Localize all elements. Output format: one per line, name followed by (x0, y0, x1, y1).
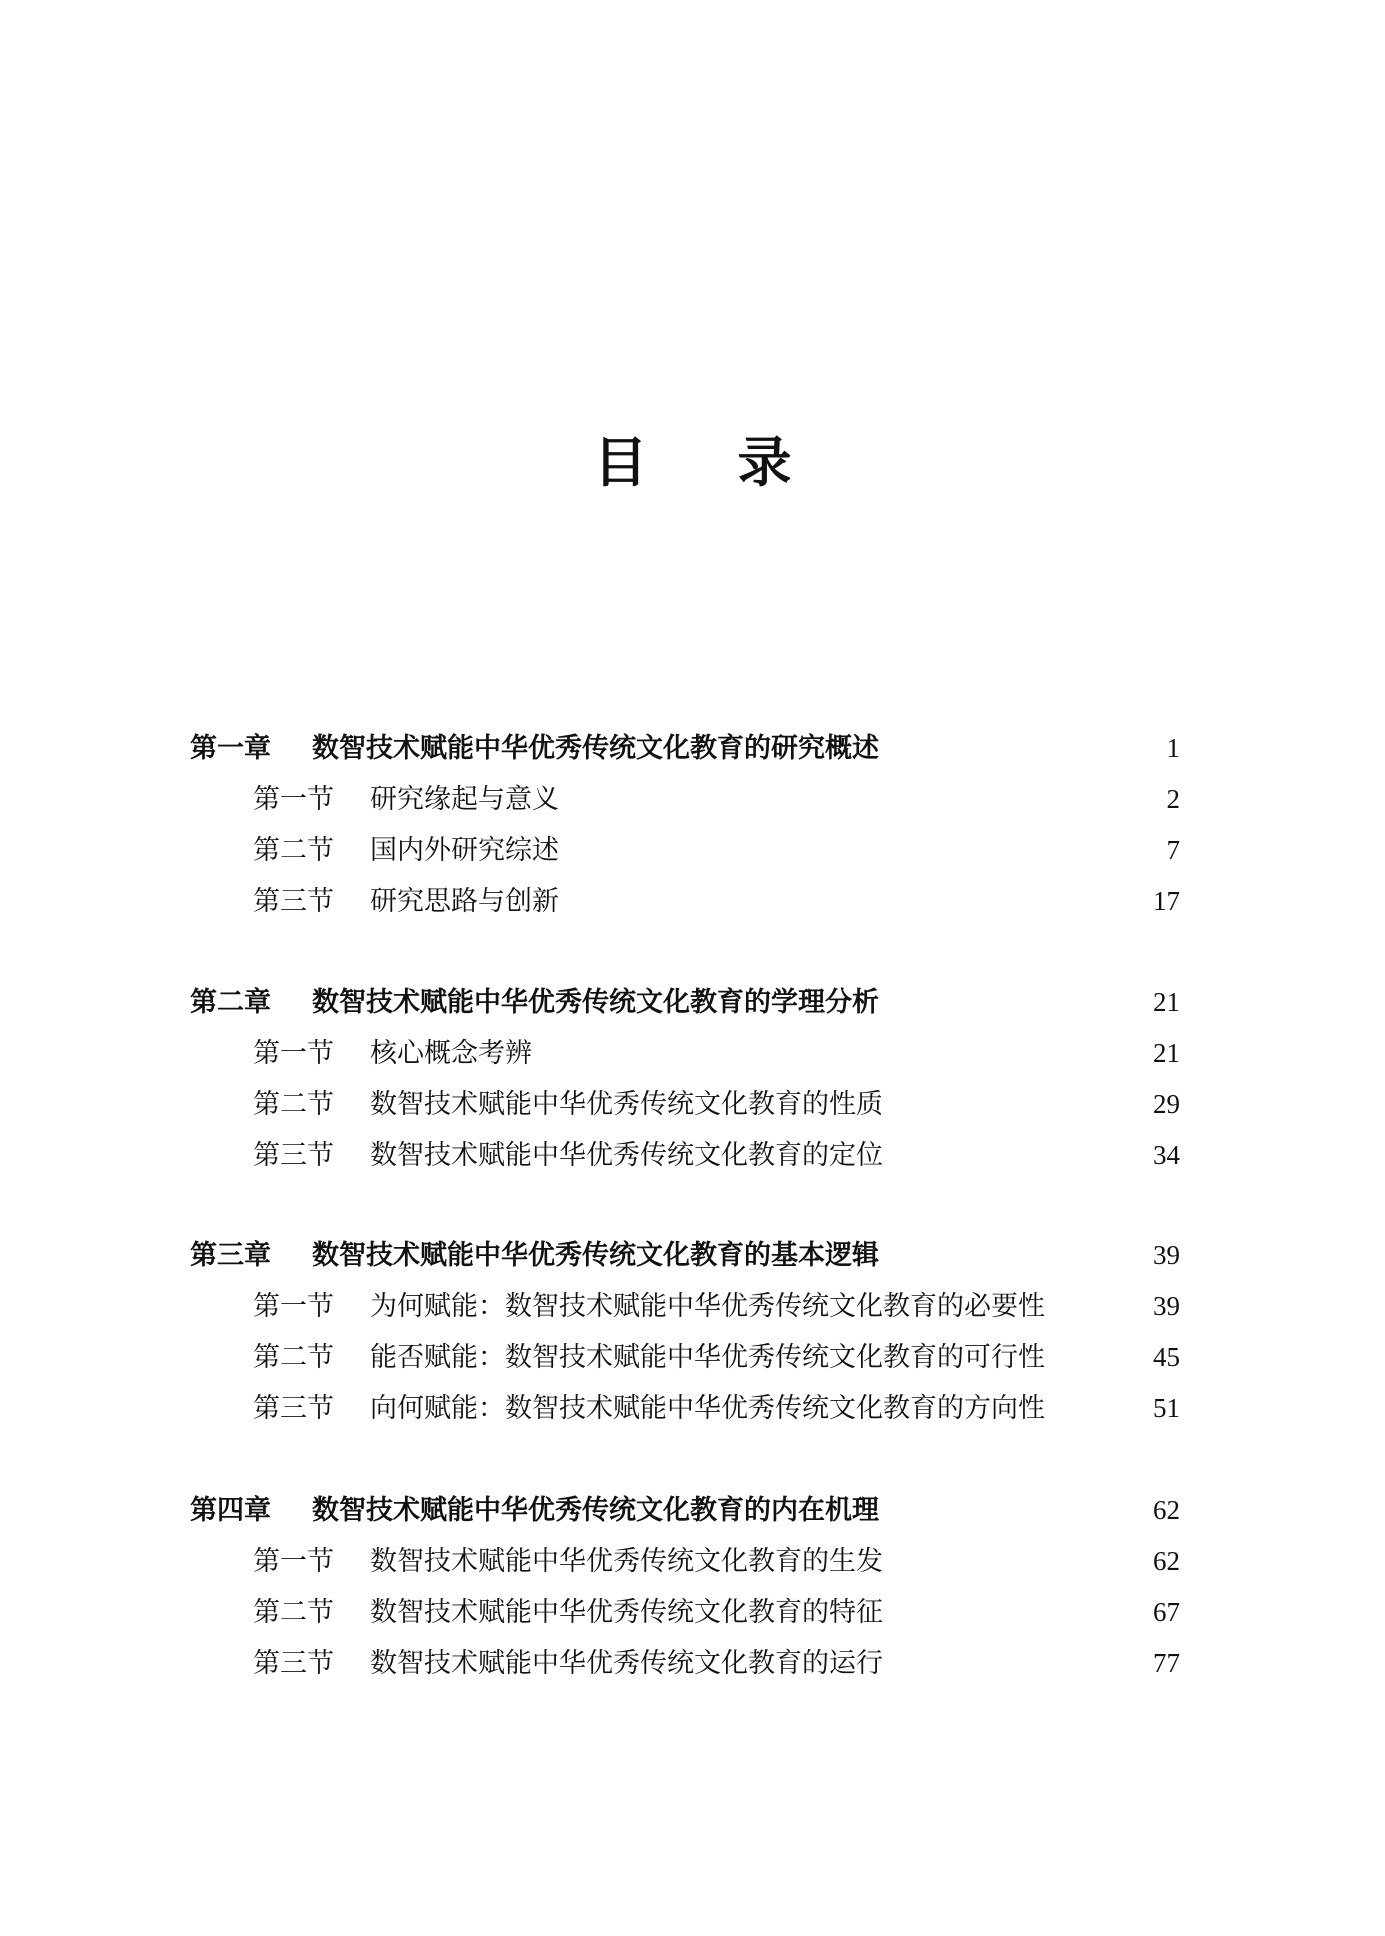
page-title (0, 420, 1385, 497)
entry-page-number: 29 (1153, 1089, 1180, 1119)
entry-page-number: 39 (1153, 1240, 1180, 1270)
entry-title: 数智技术赋能中华优秀传统文化教育的定位 (370, 1140, 883, 1171)
entry-label: 第三节 (253, 886, 334, 917)
entry-title: 研究思路与创新 (370, 886, 559, 917)
entry-label: 第一节 (253, 1291, 334, 1322)
entry-page-number: 51 (1153, 1393, 1180, 1423)
toc-section-entry[interactable] (190, 1281, 1180, 1332)
entry-title: 国内外研究综述 (370, 835, 559, 866)
entry-title: 数智技术赋能中华优秀传统文化教育的内在机理 (312, 1495, 879, 1526)
entry-title: 数智技术赋能中华优秀传统文化教育的特征 (370, 1597, 883, 1628)
toc-chapter-entry[interactable] (190, 723, 1180, 774)
entry-label: 第二章 (190, 987, 271, 1018)
entry-label: 第一节 (253, 1038, 334, 1069)
toc-section-entry[interactable] (190, 1383, 1180, 1434)
entry-page-number: 62 (1153, 1495, 1180, 1525)
entry-title: 向何赋能：数智技术赋能中华优秀传统文化教育的方向性 (370, 1393, 1045, 1424)
toc-section-entry[interactable] (190, 1332, 1180, 1383)
title-part-2: 录 (737, 431, 792, 494)
entry-page-number: 39 (1153, 1291, 1180, 1321)
entry-title: 数智技术赋能中华优秀传统文化教育的研究概述 (312, 733, 879, 764)
chapter-block (190, 1230, 1180, 1434)
toc-section-entry[interactable] (190, 1638, 1180, 1689)
toc-section-entry[interactable] (190, 1536, 1180, 1587)
entry-title: 研究缘起与意义 (370, 784, 559, 815)
entry-page-number: 1 (1166, 733, 1180, 763)
entry-title: 数智技术赋能中华优秀传统文化教育的性质 (370, 1089, 883, 1120)
entry-title: 为何赋能：数智技术赋能中华优秀传统文化教育的必要性 (370, 1291, 1045, 1322)
entry-label: 第三节 (253, 1140, 334, 1171)
entry-label: 第一节 (253, 1546, 334, 1577)
toc-section-entry[interactable] (190, 1587, 1180, 1638)
entry-title: 数智技术赋能中华优秀传统文化教育的学理分析 (312, 987, 879, 1018)
entry-label: 第一章 (190, 733, 271, 764)
entry-page-number: 67 (1153, 1597, 1180, 1627)
toc-section-entry[interactable] (190, 825, 1180, 876)
entry-label: 第一节 (253, 784, 334, 815)
entry-title: 数智技术赋能中华优秀传统文化教育的生发 (370, 1546, 883, 1577)
entry-page-number: 17 (1153, 886, 1180, 916)
entry-label: 第三章 (190, 1240, 271, 1271)
chapter-block (190, 977, 1180, 1181)
toc-chapter-entry[interactable] (190, 977, 1180, 1028)
entry-label: 第二节 (253, 1597, 334, 1628)
title-part-1: 目 (593, 431, 648, 494)
entry-page-number: 77 (1153, 1648, 1180, 1678)
entry-title: 数智技术赋能中华优秀传统文化教育的基本逻辑 (312, 1240, 879, 1271)
toc-section-entry[interactable] (190, 1130, 1180, 1181)
entry-label: 第二节 (253, 1089, 334, 1120)
toc-section-entry[interactable] (190, 774, 1180, 825)
entry-label: 第二节 (253, 1342, 334, 1373)
entry-page-number: 62 (1153, 1546, 1180, 1576)
toc-section-entry[interactable] (190, 1079, 1180, 1130)
toc-section-entry[interactable] (190, 1028, 1180, 1079)
entry-page-number: 34 (1153, 1140, 1180, 1170)
entry-page-number: 21 (1153, 987, 1180, 1017)
entry-title: 能否赋能：数智技术赋能中华优秀传统文化教育的可行性 (370, 1342, 1045, 1373)
entry-page-number: 2 (1166, 784, 1180, 814)
entry-label: 第三节 (253, 1393, 334, 1424)
entry-label: 第二节 (253, 835, 334, 866)
toc-section-entry[interactable] (190, 876, 1180, 927)
entry-title: 核心概念考辨 (370, 1038, 532, 1069)
entry-label: 第四章 (190, 1495, 271, 1526)
toc-chapter-entry[interactable] (190, 1230, 1180, 1281)
entry-title: 数智技术赋能中华优秀传统文化教育的运行 (370, 1648, 883, 1679)
chapter-block (190, 723, 1180, 927)
entry-page-number: 45 (1153, 1342, 1180, 1372)
toc-chapter-entry[interactable] (190, 1485, 1180, 1536)
chapter-block (190, 1485, 1180, 1689)
entry-page-number: 7 (1166, 835, 1180, 865)
entry-page-number: 21 (1153, 1038, 1180, 1068)
entry-label: 第三节 (253, 1648, 334, 1679)
